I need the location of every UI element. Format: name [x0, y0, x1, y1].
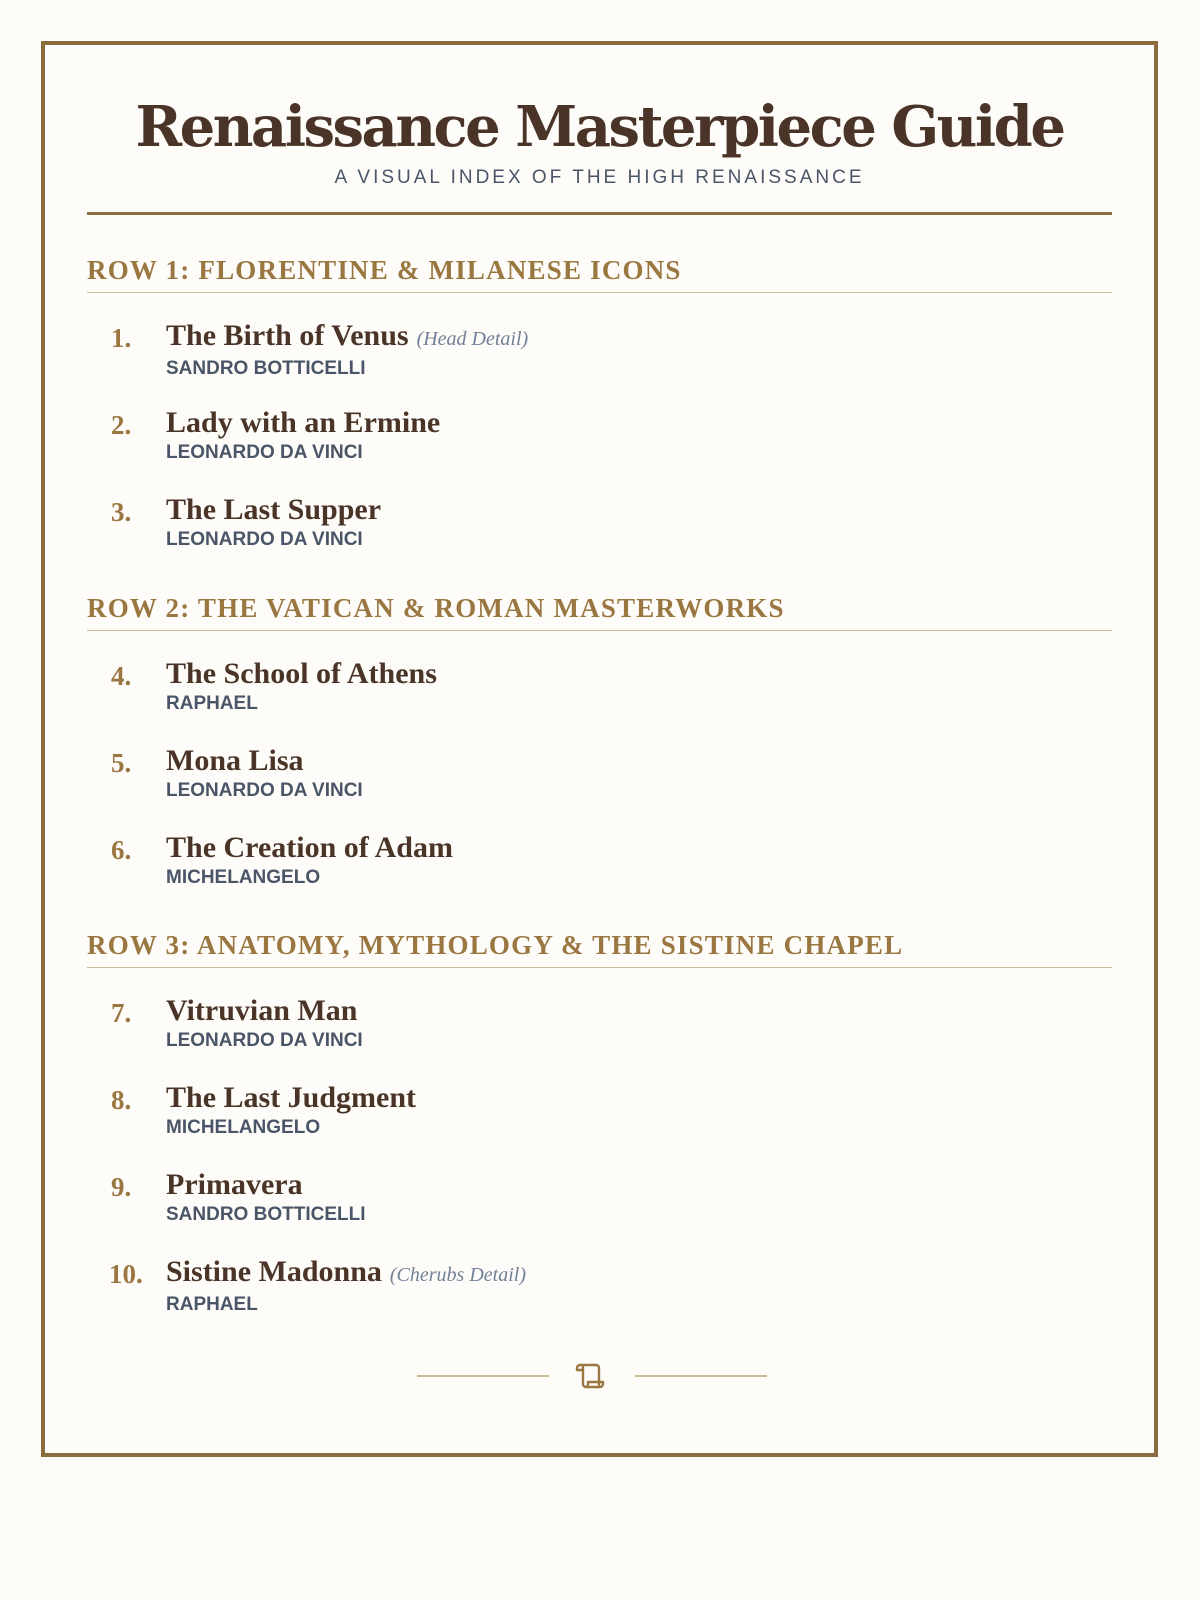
artwork-item [87, 744, 1112, 831]
section-heading: ROW 3: ANATOMY, MYTHOLOGY & THE SISTINE CHAPEL [87, 927, 1112, 968]
artwork-title-line [166, 831, 453, 865]
artwork-list [87, 994, 1112, 1342]
artwork-title-line [166, 657, 437, 691]
artwork-list [87, 319, 1112, 580]
footer-divider-right [635, 1375, 767, 1377]
artwork-artist: LEONARDO DA VINCI [166, 780, 363, 801]
artwork-number: 3. [111, 497, 132, 527]
section-heading: ROW 1: FLORENTINE & MILANESE ICONS [87, 252, 1112, 293]
artwork-number: 10. [109, 1259, 143, 1289]
section-row-2 [87, 590, 1112, 918]
artwork-number: 1. [111, 323, 132, 353]
artwork-item [87, 1168, 1112, 1255]
artwork-title: The Last Supper [166, 493, 382, 526]
artwork-number: 9. [111, 1172, 132, 1202]
footer-divider-left [417, 1375, 549, 1377]
header-divider [87, 212, 1112, 215]
section-heading: ROW 2: THE VATICAN & ROMAN MASTERWORKS [87, 590, 1112, 631]
artwork-title-line [166, 493, 381, 527]
artwork-number: 4. [111, 661, 132, 691]
artwork-title-line [166, 1255, 526, 1292]
artwork-body [166, 831, 453, 890]
artwork-artist: LEONARDO DA VINCI [166, 1030, 363, 1051]
artwork-item [87, 831, 1112, 918]
artwork-body [166, 1081, 416, 1140]
artwork-item [87, 406, 1112, 493]
artwork-title-line [166, 406, 440, 440]
artwork-title: The Birth of Venus [166, 319, 409, 352]
artwork-item [87, 994, 1112, 1081]
artwork-body [166, 319, 528, 381]
guide-frame [41, 41, 1158, 1457]
artwork-title: The Creation of Adam [166, 831, 453, 864]
artwork-title: Mona Lisa [166, 744, 304, 777]
artwork-title: The Last Judgment [166, 1081, 417, 1114]
artwork-item [87, 1255, 1112, 1342]
artwork-body [166, 657, 437, 716]
artwork-number: 7. [111, 998, 132, 1028]
artwork-title-line [166, 744, 363, 778]
artwork-title: Sistine Madonna [166, 1255, 382, 1288]
artwork-detail: (Cherubs Detail) [389, 1264, 526, 1286]
section-row-3 [87, 927, 1112, 1342]
artwork-title-line [166, 1081, 416, 1115]
footer-ornament [45, 1355, 1154, 1395]
artwork-number: 8. [111, 1085, 132, 1115]
artwork-number: 6. [111, 835, 132, 865]
artwork-item [87, 657, 1112, 744]
artwork-item [87, 1081, 1112, 1168]
section-row-1 [87, 252, 1112, 580]
artwork-artist: LEONARDO DA VINCI [166, 529, 363, 550]
artwork-body [166, 994, 363, 1053]
artwork-body [166, 744, 363, 803]
artwork-title-line [166, 1168, 366, 1202]
artwork-title-line [166, 994, 363, 1028]
artwork-artist: SANDRO BOTTICELLI [166, 1204, 366, 1225]
artwork-artist: RAPHAEL [166, 693, 258, 714]
artwork-title: Primavera [166, 1168, 303, 1201]
artwork-body [166, 406, 440, 465]
artwork-artist: RAPHAEL [166, 1294, 258, 1315]
page-subtitle: A VISUAL INDEX OF THE HIGH RENAISSANCE [334, 167, 865, 188]
artwork-body [166, 1255, 526, 1317]
artwork-artist: LEONARDO DA VINCI [166, 442, 363, 463]
artwork-title: The School of Athens [166, 657, 437, 690]
artwork-artist: MICHELANGELO [166, 1117, 321, 1138]
artwork-title: Lady with an Ermine [166, 406, 441, 439]
artwork-item [87, 319, 1112, 406]
artwork-title-line [166, 319, 528, 356]
page-title: Renaissance Masterpiece Guide [135, 94, 1064, 160]
artwork-body [166, 1168, 366, 1227]
artwork-artist: SANDRO BOTTICELLI [166, 358, 366, 379]
artwork-detail: (Head Detail) [416, 328, 529, 350]
artwork-artist: MICHELANGELO [166, 867, 321, 888]
artwork-number: 5. [111, 748, 132, 778]
artwork-body [166, 493, 381, 552]
artwork-item [87, 493, 1112, 580]
scroll-icon [572, 1358, 608, 1394]
artwork-number: 2. [111, 410, 132, 440]
artwork-list [87, 657, 1112, 918]
artwork-title: Vitruvian Man [166, 994, 358, 1027]
guide-header [45, 89, 1154, 189]
